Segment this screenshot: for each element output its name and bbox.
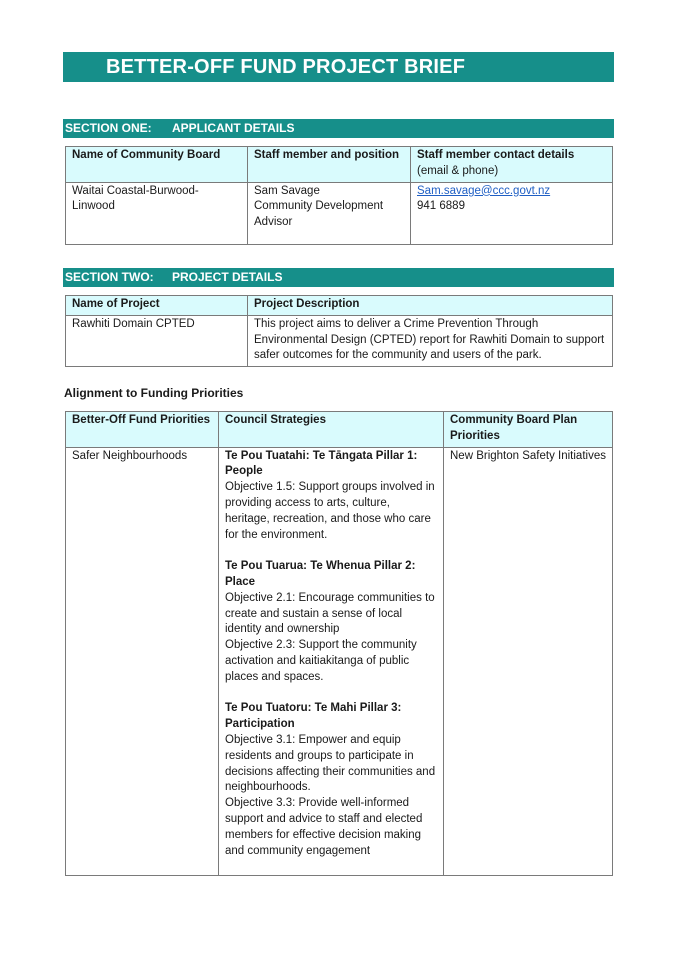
header-community-board: Name of Community Board bbox=[66, 147, 248, 183]
header-project-description: Project Description bbox=[248, 296, 613, 316]
header-contact-label: Staff member contact details bbox=[417, 149, 575, 161]
strategy-objective: Objective 2.1: Encourage communities to create and sustain a sense of local identity and ownership bbox=[225, 591, 435, 636]
header-staff-member: Staff member and position bbox=[248, 147, 411, 183]
table-row bbox=[66, 447, 613, 876]
phone-number: 941 6889 bbox=[417, 200, 465, 213]
alignment-table bbox=[65, 411, 613, 876]
cell-community-board: Waitai Coastal-Burwood-Linwood bbox=[66, 182, 248, 244]
cell-council-strategies bbox=[219, 447, 444, 876]
strategy-title: Te Pou Tuatoru: Te Mahi Pillar 3: Participation bbox=[225, 702, 402, 731]
table-row bbox=[66, 182, 613, 244]
table-row bbox=[66, 315, 613, 366]
strategy-block-1 bbox=[225, 449, 437, 544]
section-two-label: PROJECT DETAILS bbox=[172, 270, 283, 284]
cell-project-name: Rawhiti Domain CPTED bbox=[66, 315, 248, 366]
header-project-name: Name of Project bbox=[66, 296, 248, 316]
cell-contact-details bbox=[411, 182, 613, 244]
strategy-title: Te Pou Tuarua: Te Whenua Pillar 2: Place bbox=[225, 560, 416, 588]
section-one-bar bbox=[63, 119, 614, 138]
strategy-title: Te Pou Tuatahi: Te Tāngata Pillar 1: People bbox=[225, 449, 418, 478]
cell-project-description: This project aims to deliver a Crime Prevention Through Environmental Design (CPTED) report for Rawhiti Domain to support safer outcomes for the community and users of the park. bbox=[248, 315, 613, 366]
strategy-objective: Objective 1.5: Support groups involved in providing access to arts, culture, heritage, recreation, and those who care for the environment. bbox=[225, 481, 435, 541]
section-one-number: SECTION ONE: bbox=[65, 121, 152, 135]
strategy-objective: Objective 3.1: Empower and equip residents and groups to participate in decisions affecting their communities and neighbourhoods. bbox=[225, 733, 436, 794]
strategy-block-2 bbox=[225, 559, 437, 685]
staff-name: Sam Savage bbox=[254, 184, 320, 197]
header-fund-priorities: Better-Off Fund Priorities bbox=[66, 412, 219, 448]
strategy-objective: Objective 2.3: Support the community activation and kaitiakitanga of public places and spaces. bbox=[225, 639, 417, 683]
table-header-row bbox=[66, 412, 613, 448]
header-board-plan-priorities: Community Board Plan Priorities bbox=[444, 412, 613, 448]
staff-position: Community Development Advisor bbox=[254, 200, 384, 229]
project-details-table bbox=[65, 295, 613, 367]
section-one-label: APPLICANT DETAILS bbox=[172, 121, 295, 135]
applicant-details-table bbox=[65, 146, 613, 245]
email-link[interactable]: Sam.savage@ccc.govt.nz bbox=[417, 184, 551, 197]
strategy-block-3 bbox=[225, 701, 437, 859]
page-title: BETTER-OFF FUND PROJECT BRIEF bbox=[63, 52, 614, 82]
table-header-row bbox=[66, 296, 613, 316]
header-contact-sub: (email & phone) bbox=[417, 164, 499, 177]
cell-fund-priority: Safer Neighbourhoods bbox=[66, 447, 219, 876]
table-header-row bbox=[66, 147, 613, 183]
section-two-number: SECTION TWO: bbox=[65, 270, 154, 284]
cell-board-plan-priority: New Brighton Safety Initiatives bbox=[444, 447, 613, 876]
cell-staff-member bbox=[248, 182, 411, 244]
section-two-bar bbox=[63, 268, 614, 287]
strategy-objective: Objective 3.3: Provide well-informed support and advice to staff and elected members for effective decision making and community engagement bbox=[225, 797, 423, 857]
header-council-strategies: Council Strategies bbox=[219, 412, 444, 448]
header-contact-details bbox=[411, 147, 613, 183]
alignment-heading: Alignment to Funding Priorities bbox=[64, 386, 244, 400]
